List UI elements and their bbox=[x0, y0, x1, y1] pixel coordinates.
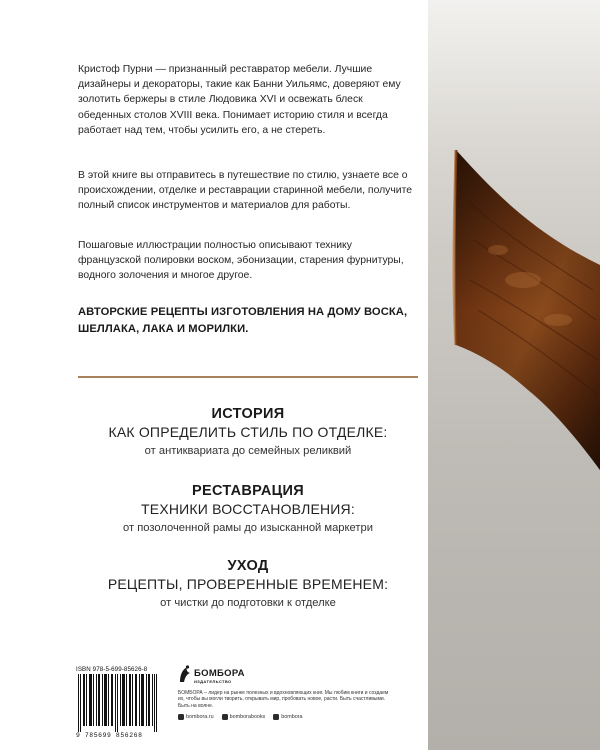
isbn-barcode bbox=[76, 666, 162, 739]
section-detail: от антиквариата до семейных реликвий bbox=[144, 445, 352, 457]
isbn-label: ISBN 978-5-699-85626-8 bbox=[76, 666, 148, 673]
isbn-digits: 9 785699 856268 bbox=[76, 732, 143, 739]
wood-table-edge-image bbox=[428, 0, 600, 750]
vk-icon bbox=[222, 714, 228, 720]
link-label: bomborabooks bbox=[229, 714, 266, 720]
instagram-icon bbox=[273, 714, 279, 720]
section-care bbox=[60, 557, 436, 611]
bombora-bird-icon bbox=[178, 664, 191, 684]
publisher-blurb: БОМБОРА – лидер на рынке полезных и вдохновляющих книг. Мы любим книги и создаем их, чтобы вы могли творить, открывать мир, пробовать новое, расти. Быть счастливыми. Быть на волне. bbox=[178, 690, 389, 709]
highlight-text: АВТОРСКИЕ РЕЦЕПТЫ ИЗГОТОВЛЕНИЯ НА ДОМУ ВОСКА, ШЕЛЛАКА, ЛАКА И МОРИЛКИ. bbox=[78, 306, 408, 335]
section-subheading: КАК ОПРЕДЕЛИТЬ СТИЛЬ ПО ОТДЕЛКЕ: bbox=[108, 424, 388, 440]
description-paragraph-2: В этой книге вы отправитесь в путешествие по стилю, узнаете все о происхождении, отделке и реставрации старинной мебели, получите полный список инструментов и материалов для работы. bbox=[78, 170, 413, 212]
divider-line bbox=[78, 376, 418, 378]
link-label: bombora.ru bbox=[186, 714, 214, 720]
barcode-bars bbox=[76, 674, 162, 732]
section-subheading: ТЕХНИКИ ВОССТАНОВЛЕНИЯ: bbox=[141, 501, 355, 517]
section-heading: УХОД bbox=[227, 558, 269, 574]
section-history bbox=[60, 405, 436, 459]
section-subheading: РЕЦЕПТЫ, ПРОВЕРЕННЫЕ ВРЕМЕНЕМ: bbox=[107, 576, 389, 592]
section-detail: от чистки до подготовки к отделке bbox=[160, 597, 336, 609]
publisher-subtitle: ИЗДАТЕЛЬСТВО bbox=[194, 679, 232, 684]
description-paragraph-3: Пошаговые иллюстрации полностью описывают технику французской полировки воском, эбонизации, старения фурнитуры, водного золочения и многое другое. bbox=[78, 240, 404, 282]
section-restoration bbox=[60, 482, 436, 536]
description-paragraph-1: Кристоф Пурни — признанный реставратор мебели. Лучшие дизайнеры и декораторы, такие как Банни Уильямс, доверяют ему золотить бержеры в стиле Людовика XVI и освежать блеск обеденных столов XVIII века. Понимает историю стиля и всегда работает над тем, чтобы усилить его, а не стереть. bbox=[78, 64, 401, 136]
section-heading: ИСТОРИЯ bbox=[211, 406, 285, 422]
section-detail: от позолоченной рамы до изысканной маркетри bbox=[122, 522, 373, 534]
publisher-name: БОМБОРА bbox=[194, 668, 245, 679]
globe-icon bbox=[178, 714, 184, 720]
section-heading: РЕСТАВРАЦИЯ bbox=[192, 483, 304, 499]
link-website[interactable] bbox=[178, 714, 214, 720]
link-instagram[interactable] bbox=[273, 714, 302, 720]
furniture-photo bbox=[428, 0, 600, 750]
link-vk[interactable] bbox=[222, 714, 266, 720]
link-label: bombora bbox=[281, 714, 303, 720]
publisher-links bbox=[178, 714, 303, 720]
